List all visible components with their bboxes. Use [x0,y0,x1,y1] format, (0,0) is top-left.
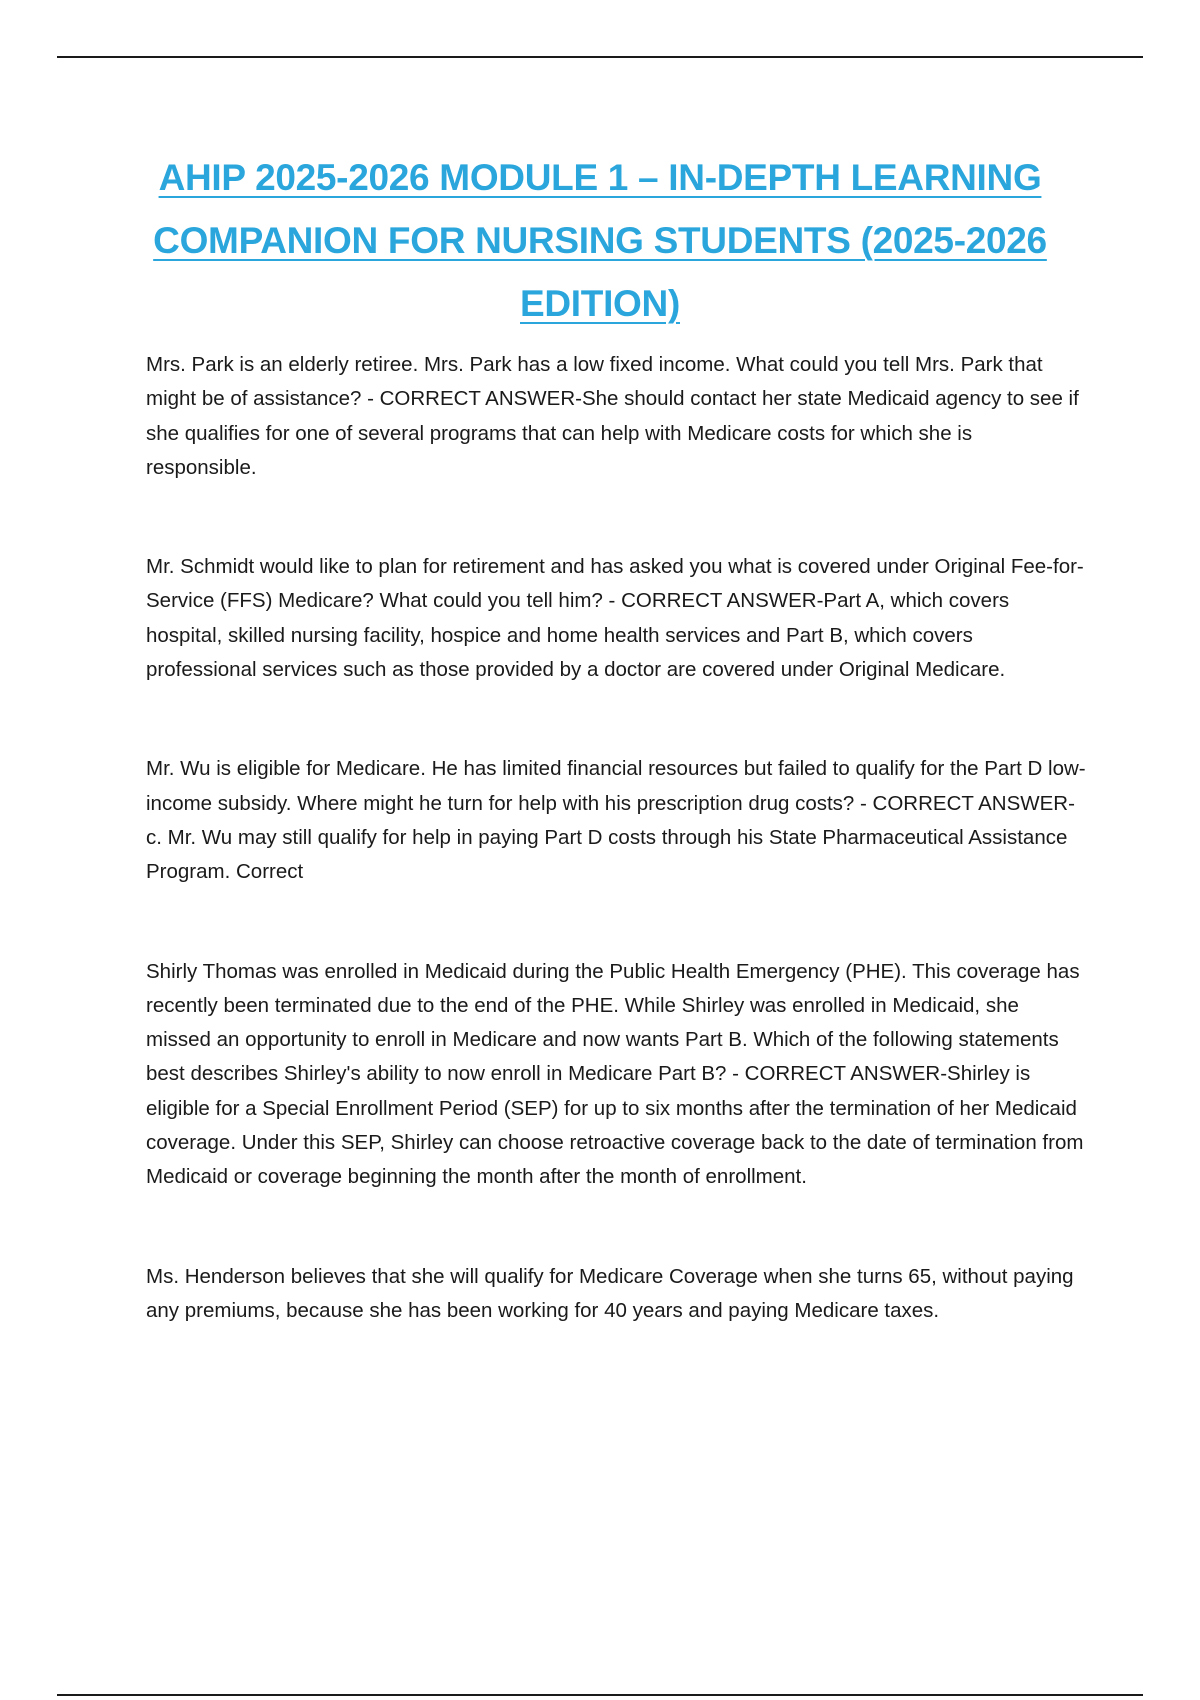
qa-item-mrs-park: Mrs. Park is an elderly retiree. Mrs. Park has a low fixed income. What could you tell Mrs. Park that might be of assistance? - CORRECT ANSWER-She should contact her state Medicaid agency to see if she qualifies for one of several programs that can help with Medicare costs for which she is responsible. [146,353,1079,479]
bottom-horizontal-rule [57,1694,1143,1696]
top-horizontal-rule [57,56,1143,58]
qa-item-ms-henderson: Ms. Henderson believes that she will qualify for Medicare Coverage when she turns 65, without paying any premiums, because she has been working for 40 years and paying Medicare taxes. [146,1264,1074,1322]
qa-item-mr-schmidt: Mr. Schmidt would like to plan for retirement and has asked you what is covered under Original Fee-for-Service (FFS) Medicare? What could you tell him? - CORRECT ANSWER-Part A, which covers hospital, skilled nursing facility, hospice and home health services and Part B, which covers professional services such as those provided by a doctor are covered under Original Medicare. [146,555,1084,682]
qa-item-shirly-thomas: Shirly Thomas was enrolled in Medicaid during the Public Health Emergency (PHE). This coverage has recently been terminated due to the end of the PHE. While Shirley was enrolled in Medicaid, she missed an opportunity to enroll in Medicare and now wants Part B. Which of the following statements best describes Shirley's ability to now enroll in Medicare Part B? - CORRECT ANSWER-Shirley is eligible for a Special Enrollment Period (SEP) for up to six months after the termination of her Medicaid coverage. Under this SEP, Shirley can choose retroactive coverage back to the date of termination from Medicaid or coverage beginning the month after the month of enrollment. [146,959,1084,1189]
qa-item-mr-wu: Mr. Wu is eligible for Medicare. He has limited financial resources but failed to qualify for the Part D low-income subsidy. Where might he turn for help with his prescription drug costs? - CORRECT ANSWER-c. Mr. Wu may still qualify for help in paying Part D costs through his State Pharmaceutical Assistance Program. Correct [146,757,1086,884]
qa-list [146,348,1086,1393]
document-title: AHIP 2025-2026 MODULE 1 – IN-DEPTH LEARNING COMPANION FOR NURSING STUDENTS (2025-2026 EDITION) [153,157,1047,324]
